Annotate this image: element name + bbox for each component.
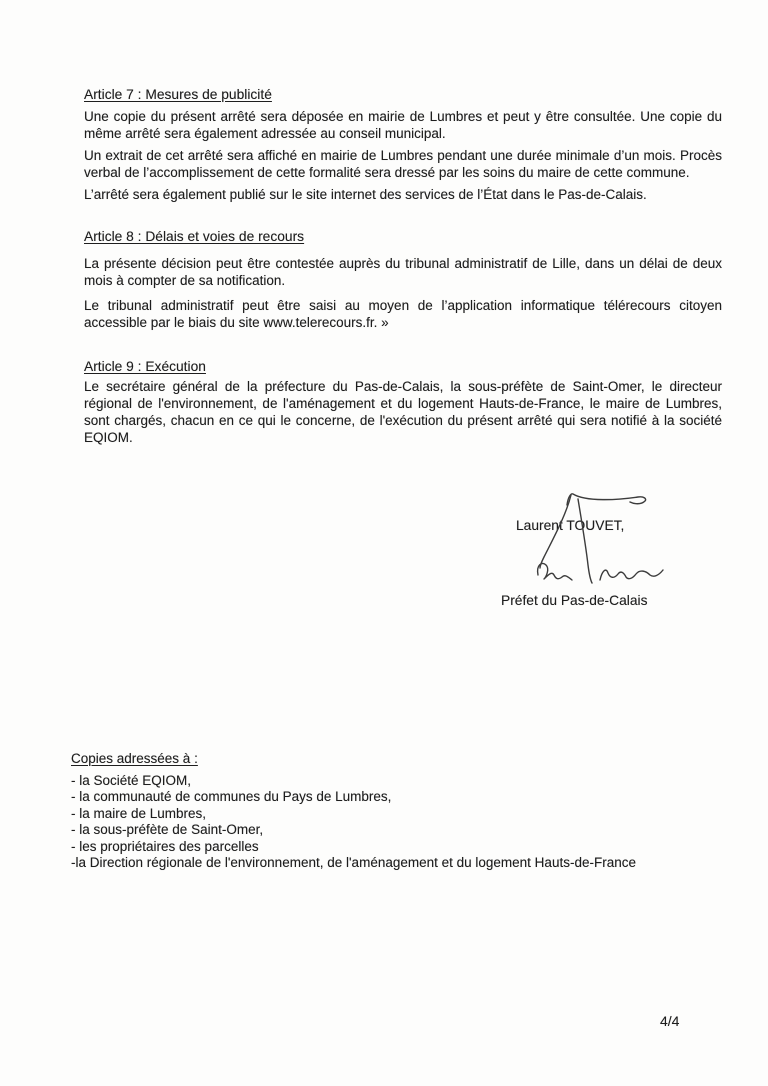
copies-item: - la sous-préfète de Saint-Omer, bbox=[71, 822, 264, 837]
article-8-paragraph-2: Le tribunal administratif peut être saisi au moyen de l’application informatique télérecours citoyen accessible par le biais du site www.telerecours.fr. » bbox=[84, 298, 722, 330]
article-8-paragraph-1: La présente décision peut être contestée auprès du tribunal administratif de Lille, dans un délai de deux mois à compter de sa notification. bbox=[84, 256, 722, 288]
article-7-heading: Article 7 : Mesures de publicité bbox=[84, 87, 272, 102]
copies-item: -la Direction régionale de l'environnement, de l'aménagement et du logement Hauts-de-France bbox=[71, 855, 636, 870]
copies-item: - la communauté de communes du Pays de Lumbres, bbox=[71, 789, 392, 804]
page-number: 4/4 bbox=[660, 1013, 680, 1029]
signatory-title: Préfet du Pas-de-Calais bbox=[501, 593, 648, 608]
copies-item: - la maire de Lumbres, bbox=[71, 805, 207, 821]
copies-item: - les propriétaires des parcelles bbox=[71, 838, 259, 854]
article-7-section bbox=[84, 86, 722, 203]
signatory-name: Laurent TOUVET, bbox=[516, 518, 625, 533]
article-7-paragraph-2: Un extrait de cet arrêté sera affiché en mairie de Lumbres pendant une durée minimale d’un mois. Procès verbal de l’accomplissement de cette formalité sera dressé par les soins du maire de cette commune. bbox=[84, 148, 722, 180]
article-9-paragraph-1: Le secrétaire général de la préfecture du Pas-de-Calais, la sous-préfète de Saint-Omer, le directeur régional de l'environnement, de l'aménagement et du logement Hauts-de-France, le maire de Lumbres, sont chargés, chacun en ce qui le concerne, de l'exécution du présent arrêté qui sera notifié à la société EQIOM. bbox=[84, 379, 722, 445]
article-9-heading: Article 9 : Exécution bbox=[84, 359, 206, 374]
handwritten-signature bbox=[526, 485, 671, 593]
copies-item: - la Société EQIOM, bbox=[71, 772, 192, 788]
copies-heading: Copies adressées à : bbox=[71, 751, 198, 766]
document-body bbox=[84, 86, 722, 451]
article-8-section bbox=[84, 228, 722, 331]
article-7-paragraph-1: Une copie du présent arrêté sera déposée en mairie de Lumbres et peut y être consultée. Une copie du même arrêté sera également adressée au conseil municipal. bbox=[84, 109, 722, 141]
article-7-paragraph-3: L’arrêté sera également publié sur le site internet des services de l’État dans le Pas-de-Calais. bbox=[84, 187, 647, 202]
article-8-heading: Article 8 : Délais et voies de recours bbox=[84, 229, 305, 244]
article-9-section bbox=[84, 358, 722, 446]
copies-block bbox=[71, 751, 636, 872]
